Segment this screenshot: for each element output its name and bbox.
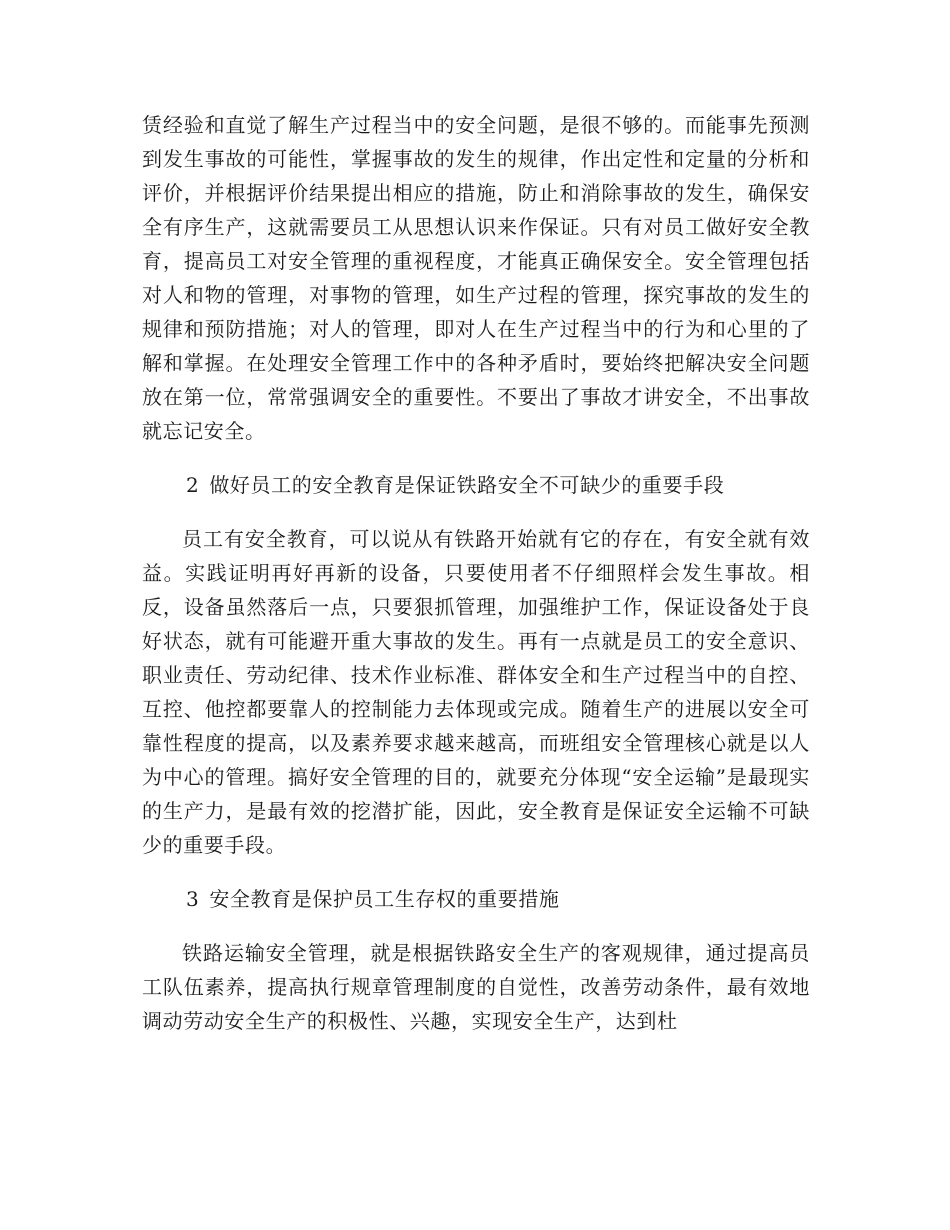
paragraph-2: 员工有安全教育，可以说从有铁路开始就有它的存在，有安全就有效益。实践证明再好再新的设备，只要使用者不仔细照样会发生事故。相反，设备虽然落后一点，只要狠抓管理，加强维护工作，保证设备处于良好状态，就有可能避开重大事故的发生。再有一点就是员工的安全意识、职业责任、劳动纪律、技术作业标准、群体安全和生产过程当中的自控、互控、他控都要靠人的控制能力去体现或完成。随着生产的进展以安全可靠性程度的提高，以及素养要求越来越高，而班组安全管理核心就是以人为中心的管理。搞好安全管理的目的，就要充分体现“安全运输”是最现实的生产力，是最有效的挖潜扩能，因此，安全教育是保证安全运输不可缺少的重要手段。 xyxy=(142,527,810,857)
section-heading-3 xyxy=(142,882,810,916)
paragraph-1: 赁经验和直觉了解生产过程当中的安全问题，是很不够的。而能事先预测到发生事故的可能性，掌握事故的发生的规律，作出定性和定量的分析和评价，并根据评价结果提出相应的措施，防止和消除事故的发生，确保安全有序生产，这就需要员工从思想认识来作保证。只有对员工做好安全教育，提高员工对安全管理的重视程度，才能真正确保安全。安全管理包括对人和物的管理，对事物的管理，如生产过程的管理，探究事故的发生的规律和预防措施；对人的管理，即对人在生产过程当中的行为和心里的了解和掌握。在处理安全管理工作中的各种矛盾时，要始终把解决安全问题放在第一位，常常强调安全的重要性。不要出了事故才讲安全，不出事故就忘记安全。 xyxy=(142,113,810,443)
section-number: 2 xyxy=(186,473,200,497)
section-heading-2 xyxy=(142,468,810,502)
section-number: 3 xyxy=(186,887,200,911)
section-title: 做好员工的安全教育是保证铁路安全不可缺少的重要手段 xyxy=(209,473,725,497)
section-title: 安全教育是保护员工生存权的重要措施 xyxy=(209,887,560,911)
document-page xyxy=(142,108,810,1038)
paragraph-3: 铁路运输安全管理，就是根据铁路安全生产的客观规律，通过提高员工队伍素养，提高执行规章管理制度的自觉性，改善劳动条件，最有效地调动劳动安全生产的积极性、兴趣，实现安全生产，达到杜 xyxy=(142,941,810,1033)
